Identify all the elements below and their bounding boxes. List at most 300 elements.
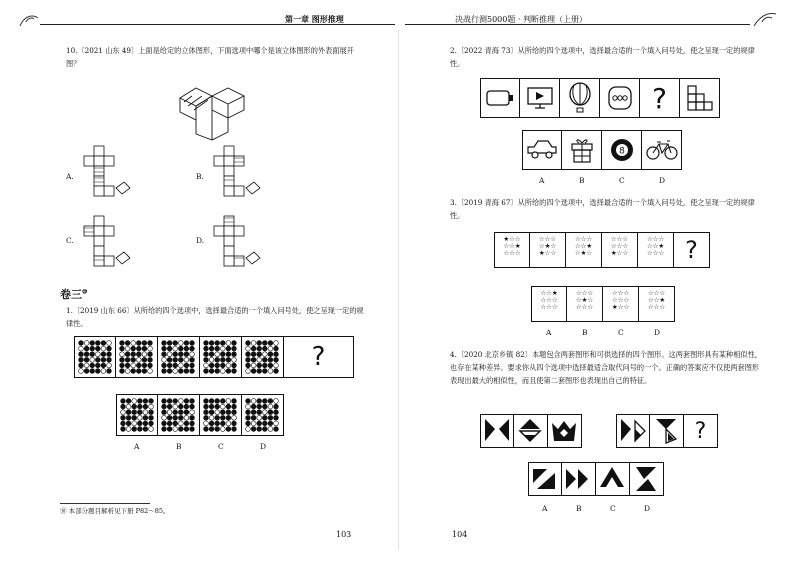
dot <box>190 352 195 357</box>
q2-question-cell <box>640 78 680 118</box>
q2-option-c-ball[interactable] <box>602 130 642 170</box>
dot <box>90 357 95 362</box>
q3-option-d[interactable]: ☆☆☆ ☆☆★ ☆☆☆ <box>639 286 675 322</box>
dot <box>178 410 183 415</box>
q4-option-c[interactable] <box>596 462 630 496</box>
dot <box>251 352 256 357</box>
dot <box>137 404 142 409</box>
dot <box>246 341 251 346</box>
dot <box>184 363 189 368</box>
dot <box>190 404 195 409</box>
dot <box>136 363 141 368</box>
dot <box>209 421 214 426</box>
dot <box>190 427 195 432</box>
q4-set2-figure-1 <box>616 414 650 448</box>
dot <box>215 357 220 362</box>
dot <box>220 404 225 409</box>
dot <box>79 352 84 357</box>
dot <box>142 352 147 357</box>
q2-figure-rounded-square <box>600 78 640 118</box>
dot <box>143 427 148 432</box>
dot <box>274 357 279 362</box>
dot <box>268 427 273 432</box>
q2-option-b-gift[interactable] <box>562 130 602 170</box>
dot <box>79 369 84 374</box>
q1-option-d[interactable] <box>242 394 284 436</box>
dot <box>120 369 125 374</box>
dot <box>184 410 189 415</box>
dot <box>232 352 237 357</box>
dot <box>226 415 231 420</box>
q2-label-b: B <box>579 176 585 185</box>
dot <box>204 357 209 362</box>
section-footnote-mark: ⑩ <box>82 288 88 296</box>
q1-option-c[interactable] <box>200 394 242 436</box>
q2-figure-blocks <box>680 78 720 118</box>
dot <box>79 363 84 368</box>
dot <box>178 341 183 346</box>
dot <box>95 341 100 346</box>
dot <box>246 427 251 432</box>
q2-label-d: D <box>659 176 666 185</box>
q2-option-d-bicycle[interactable] <box>642 130 682 170</box>
book-gutter <box>398 30 399 550</box>
dot <box>274 346 279 351</box>
dot <box>251 410 256 415</box>
dot <box>137 427 142 432</box>
dot <box>148 352 153 357</box>
dot <box>149 421 154 426</box>
dot <box>162 404 167 409</box>
dot <box>251 415 256 420</box>
dot <box>84 357 89 362</box>
dot <box>101 341 106 346</box>
dot <box>137 421 142 426</box>
dot <box>173 427 178 432</box>
dot <box>90 352 95 357</box>
q10-option-a-label[interactable]: A. <box>66 172 74 181</box>
dot <box>142 369 147 374</box>
dot <box>220 363 225 368</box>
q1-figure-4 <box>200 336 242 378</box>
dot <box>120 341 125 346</box>
dot <box>148 363 153 368</box>
q2-figure-battery <box>480 78 520 118</box>
dot <box>262 415 267 420</box>
q4-options-row <box>528 462 664 496</box>
dot <box>215 346 220 351</box>
dot <box>262 346 267 351</box>
dot <box>178 363 183 368</box>
dot <box>226 404 231 409</box>
dot <box>209 346 214 351</box>
q3-figure-1: ★☆☆ ☆☆★ ☆☆☆ <box>494 232 530 268</box>
dot <box>215 363 220 368</box>
dot <box>190 369 195 374</box>
right-page-number: 104 <box>452 530 468 539</box>
dot <box>251 346 256 351</box>
q4-option-b[interactable] <box>562 462 596 496</box>
dot <box>148 357 153 362</box>
q2-question-row <box>480 78 720 118</box>
dot <box>232 369 237 374</box>
dot <box>178 352 183 357</box>
dot <box>262 399 267 404</box>
dot <box>167 410 172 415</box>
q3-option-a[interactable]: ☆☆★ ☆☆☆ ☆☆☆ <box>531 286 567 322</box>
dot <box>79 357 84 362</box>
dot <box>173 410 178 415</box>
dot <box>262 369 267 374</box>
dot <box>107 363 112 368</box>
dot <box>143 415 148 420</box>
dot <box>257 357 262 362</box>
left-page-number: 103 <box>336 530 352 539</box>
dot <box>246 399 251 404</box>
dot <box>251 341 256 346</box>
dot <box>262 357 267 362</box>
q1-figure-3 <box>158 336 200 378</box>
dot <box>120 346 125 351</box>
dot <box>178 369 183 374</box>
dot <box>220 427 225 432</box>
dot <box>204 404 209 409</box>
dot <box>257 415 262 420</box>
dot <box>268 404 273 409</box>
dot <box>232 421 237 426</box>
dot <box>274 341 279 346</box>
dot <box>125 346 130 351</box>
dot <box>246 352 251 357</box>
dot <box>268 399 273 404</box>
dot <box>101 357 106 362</box>
dot <box>251 357 256 362</box>
dot <box>190 421 195 426</box>
dot <box>268 357 273 362</box>
dot <box>262 421 267 426</box>
q4-set-1 <box>480 414 582 448</box>
dot <box>246 410 251 415</box>
dot <box>251 399 256 404</box>
dot <box>84 363 89 368</box>
dot <box>136 357 141 362</box>
dot <box>209 427 214 432</box>
dot <box>257 341 262 346</box>
dot <box>162 357 167 362</box>
dot <box>184 341 189 346</box>
dot <box>162 352 167 357</box>
dot <box>232 357 237 362</box>
q10-option-a-net <box>78 142 138 206</box>
dot <box>257 346 262 351</box>
dot <box>262 427 267 432</box>
dot <box>262 404 267 409</box>
dot <box>251 363 256 368</box>
dot <box>215 341 220 346</box>
dot <box>190 410 195 415</box>
q1-question-mark: ? <box>311 342 326 372</box>
dot <box>107 352 112 357</box>
q1-option-b[interactable] <box>158 394 200 436</box>
dot <box>167 427 172 432</box>
dot <box>226 399 231 404</box>
section-title <box>60 286 87 302</box>
footnote-rule <box>60 503 150 504</box>
q3-figure-3: ☆☆☆ ☆☆★ ☆★☆ <box>566 232 602 268</box>
dot <box>107 369 112 374</box>
dot <box>125 369 130 374</box>
q10-option-b-net <box>208 142 268 206</box>
dot <box>232 410 237 415</box>
dot <box>204 399 209 404</box>
dot <box>107 357 112 362</box>
dot <box>226 427 231 432</box>
dot <box>136 369 141 374</box>
dot <box>268 421 273 426</box>
dot <box>274 410 279 415</box>
dot <box>257 363 262 368</box>
dot <box>178 427 183 432</box>
dot <box>148 369 153 374</box>
dot <box>173 352 178 357</box>
dot <box>149 415 154 420</box>
dot <box>268 346 273 351</box>
q2-question-mark: ? <box>652 81 667 115</box>
dot <box>232 427 237 432</box>
q1-figure-5 <box>242 336 284 378</box>
dot <box>167 421 172 426</box>
dot <box>90 363 95 368</box>
dot <box>204 341 209 346</box>
dot <box>190 363 195 368</box>
q4-label-a: A <box>542 504 548 513</box>
dot <box>232 415 237 420</box>
dot <box>173 346 178 351</box>
q1-label-c: C <box>218 442 224 451</box>
dot <box>190 341 195 346</box>
dot <box>257 369 262 374</box>
dot <box>190 357 195 362</box>
dot <box>162 369 167 374</box>
q3-label-a: A <box>546 328 552 337</box>
dot <box>167 352 172 357</box>
dot <box>262 363 267 368</box>
dot <box>184 399 189 404</box>
dot <box>131 357 136 362</box>
dot <box>90 369 95 374</box>
dot <box>95 357 100 362</box>
q1-options-row <box>116 394 284 436</box>
dot <box>184 346 189 351</box>
dot <box>95 369 100 374</box>
q1-figure-2 <box>116 336 158 378</box>
dot <box>226 346 231 351</box>
dot <box>148 346 153 351</box>
dot <box>142 346 147 351</box>
dot <box>162 415 167 420</box>
dot <box>204 415 209 420</box>
dot <box>226 357 231 362</box>
dot <box>137 399 142 404</box>
q4-question-mark: ? <box>694 418 707 444</box>
dot <box>131 352 136 357</box>
dot <box>220 352 225 357</box>
section-title-text: 卷三 <box>60 288 82 301</box>
dot <box>184 369 189 374</box>
dot <box>204 410 209 415</box>
dot <box>262 352 267 357</box>
dot <box>226 341 231 346</box>
dot <box>257 399 262 404</box>
q4-set1-figure-1 <box>480 414 514 448</box>
dot <box>132 415 137 420</box>
dot <box>184 427 189 432</box>
q4-option-a[interactable] <box>528 462 562 496</box>
dot <box>143 399 148 404</box>
dot <box>268 341 273 346</box>
dot <box>149 427 154 432</box>
q10-option-c-net <box>78 212 138 276</box>
dot <box>173 369 178 374</box>
dot <box>120 363 125 368</box>
dot <box>120 352 125 357</box>
dot <box>178 421 183 426</box>
q10-option-b-label[interactable]: B. <box>196 172 204 181</box>
q1-label-b: B <box>176 442 182 451</box>
q2-options-row <box>522 130 682 170</box>
dot <box>162 427 167 432</box>
q4-set1-figure-3 <box>548 414 582 448</box>
dot <box>226 410 231 415</box>
dot <box>101 369 106 374</box>
q4-option-d[interactable] <box>630 462 664 496</box>
dot <box>257 410 262 415</box>
dot <box>126 427 131 432</box>
dot <box>274 399 279 404</box>
q3-option-b[interactable]: ☆☆☆ ☆★☆ ☆☆☆ <box>567 286 603 322</box>
dot <box>125 363 130 368</box>
q4-question-cell <box>684 414 718 448</box>
dot <box>220 369 225 374</box>
dot <box>246 369 251 374</box>
dot <box>226 369 231 374</box>
dot <box>167 341 172 346</box>
dot <box>173 341 178 346</box>
dot <box>274 363 279 368</box>
dot <box>84 346 89 351</box>
dot <box>101 363 106 368</box>
q2-label-c: C <box>619 176 625 185</box>
dot <box>184 421 189 426</box>
dot <box>107 341 112 346</box>
dot <box>274 415 279 420</box>
q4-label-c: C <box>610 504 616 513</box>
dot <box>79 341 84 346</box>
dot <box>220 415 225 420</box>
dot <box>251 427 256 432</box>
q4-set1-figure-2 <box>514 414 548 448</box>
q3-label-d: D <box>654 328 661 337</box>
dot <box>142 341 147 346</box>
dot <box>173 404 178 409</box>
dot <box>143 404 148 409</box>
dot <box>121 399 126 404</box>
q2-figure-balloon <box>560 78 600 118</box>
q3-option-c[interactable]: ☆☆☆ ☆☆☆ ★☆☆ <box>603 286 639 322</box>
dot <box>125 341 130 346</box>
dot <box>215 369 220 374</box>
dot <box>232 341 237 346</box>
q4-text: 4.〔2020 北京乡镇 82〕本题包含两套图形和可供选择的四个图形。这两套图形具有某种相似性，也存在某种差异。要求你从四个选项中选择最适合取代问号的一个。正确的答案应不仅使两套图形表现出最大的相似性，而且使第二套图形也表现出自己的特征。 <box>450 350 762 385</box>
dot <box>184 404 189 409</box>
dot <box>190 415 195 420</box>
dot <box>131 369 136 374</box>
dot <box>226 421 231 426</box>
dot <box>121 415 126 420</box>
q4-set2-figure-2 <box>650 414 684 448</box>
dot <box>132 404 137 409</box>
q4-label-d: D <box>644 504 651 513</box>
dot <box>173 357 178 362</box>
dot <box>274 369 279 374</box>
dot <box>131 363 136 368</box>
dot <box>167 399 172 404</box>
dot <box>220 357 225 362</box>
dot <box>257 427 262 432</box>
q2-figure-monitor <box>520 78 560 118</box>
dot <box>136 346 141 351</box>
q1-label-d: D <box>260 442 267 451</box>
dot <box>204 427 209 432</box>
dot <box>126 399 131 404</box>
dot <box>220 341 225 346</box>
dot <box>190 346 195 351</box>
q3-figure-5: ☆☆☆ ☆☆★ ☆☆☆ <box>638 232 674 268</box>
q4-set-2 <box>616 414 718 448</box>
dot <box>220 421 225 426</box>
dot <box>268 363 273 368</box>
dot <box>209 410 214 415</box>
dot <box>149 404 154 409</box>
q3-label-c: C <box>618 328 624 337</box>
dot <box>215 410 220 415</box>
dot <box>125 352 130 357</box>
q3-label-b: B <box>582 328 588 337</box>
q10-option-d-label[interactable]: D. <box>196 236 205 245</box>
q1-option-a[interactable] <box>116 394 158 436</box>
dot <box>162 346 167 351</box>
q2-option-a-car[interactable] <box>522 130 562 170</box>
dot <box>226 352 231 357</box>
dot <box>246 421 251 426</box>
q10-option-c-label[interactable]: C. <box>66 236 74 245</box>
dot <box>143 410 148 415</box>
dot <box>268 415 273 420</box>
dot <box>204 369 209 374</box>
q1-text: 1.〔2019 山东 66〕从所给的四个选项中，选择最合适的一个填入问号处，使之呈现一定的规律性。 <box>66 306 364 328</box>
dot <box>246 357 251 362</box>
dot <box>220 346 225 351</box>
dot <box>268 352 273 357</box>
dot <box>209 369 214 374</box>
dot <box>262 341 267 346</box>
dot <box>132 399 137 404</box>
dot <box>251 421 256 426</box>
dot <box>246 346 251 351</box>
dot <box>167 369 172 374</box>
dot <box>173 399 178 404</box>
dot <box>143 421 148 426</box>
